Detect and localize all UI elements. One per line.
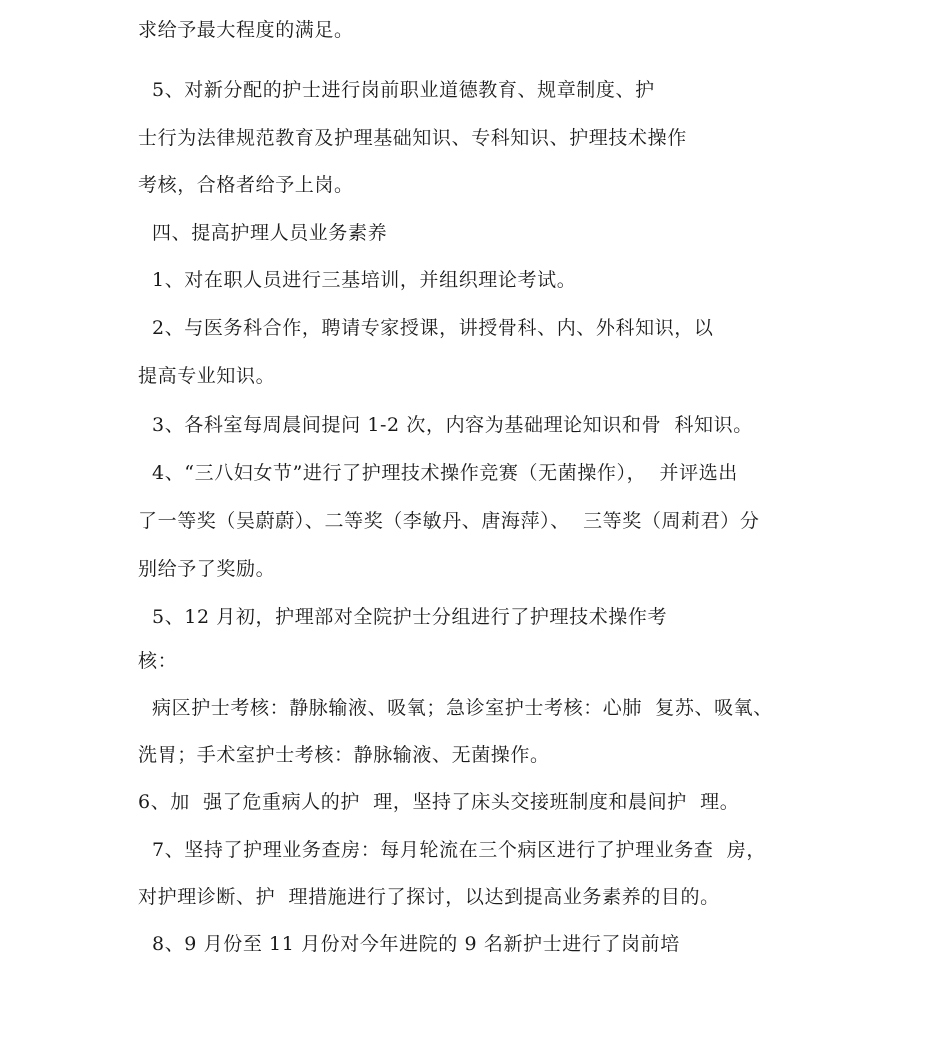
text-line: 5、12 月初，护理部对全院护士分组进行了护理技术操作考 xyxy=(152,606,668,628)
text-line: 5、对新分配的护士进行岗前职业道德教育、规章制度、护 xyxy=(152,79,655,101)
text-line: 1、对在职人员进行三基培训，并组织理论考试。 xyxy=(152,269,577,291)
text-line: 了一等奖（吴蔚蔚）、二等奖（李敏丹、唐海萍）、 三等奖（周莉君）分 xyxy=(138,510,760,532)
text-line: 8、9 月份至 11 月份对今年进院的 9 名新护士进行了岗前培 xyxy=(152,933,680,955)
text-line: 7、坚持了护理业务查房：每月轮流在三个病区进行了护理业务查 房， xyxy=(152,839,766,861)
text-line: 6、加 强了危重病人的护 理，坚持了床头交接班制度和晨间护 理。 xyxy=(138,791,740,813)
text-line: 士行为法律规范教育及护理基础知识、专科知识、护理技术操作 xyxy=(138,127,687,149)
text-line: 4、“三八妇女节”进行了护理技术操作竞赛（无菌操作）， 并评选出 xyxy=(152,462,738,484)
text-line: 考核，合格者给予上岗。 xyxy=(138,174,354,196)
text-line: 病区护士考核：静脉输液、吸氧；急诊室护士考核：心肺 复苏、吸氧、 xyxy=(152,697,773,719)
text-line: 2、与医务科合作，聘请专家授课，讲授骨科、内、外科知识，以 xyxy=(152,317,714,339)
text-line: 核： xyxy=(138,650,178,672)
text-line: 别给予了奖励。 xyxy=(138,558,276,580)
text-line: 提高专业知识。 xyxy=(138,365,276,387)
text-line: 洗胃；手术室护士考核：静脉输液、无菌操作。 xyxy=(138,744,550,766)
text-line: 对护理诊断、护 理措施进行了探讨，以达到提高业务素养的目的。 xyxy=(138,886,720,908)
text-line: 求给予最大程度的满足。 xyxy=(138,19,354,41)
section-heading: 四、提高护理人员业务素养 xyxy=(152,222,388,244)
text-line: 3、各科室每周晨间提问 1-2 次，内容为基础理论知识和骨 科知识。 xyxy=(152,414,753,436)
